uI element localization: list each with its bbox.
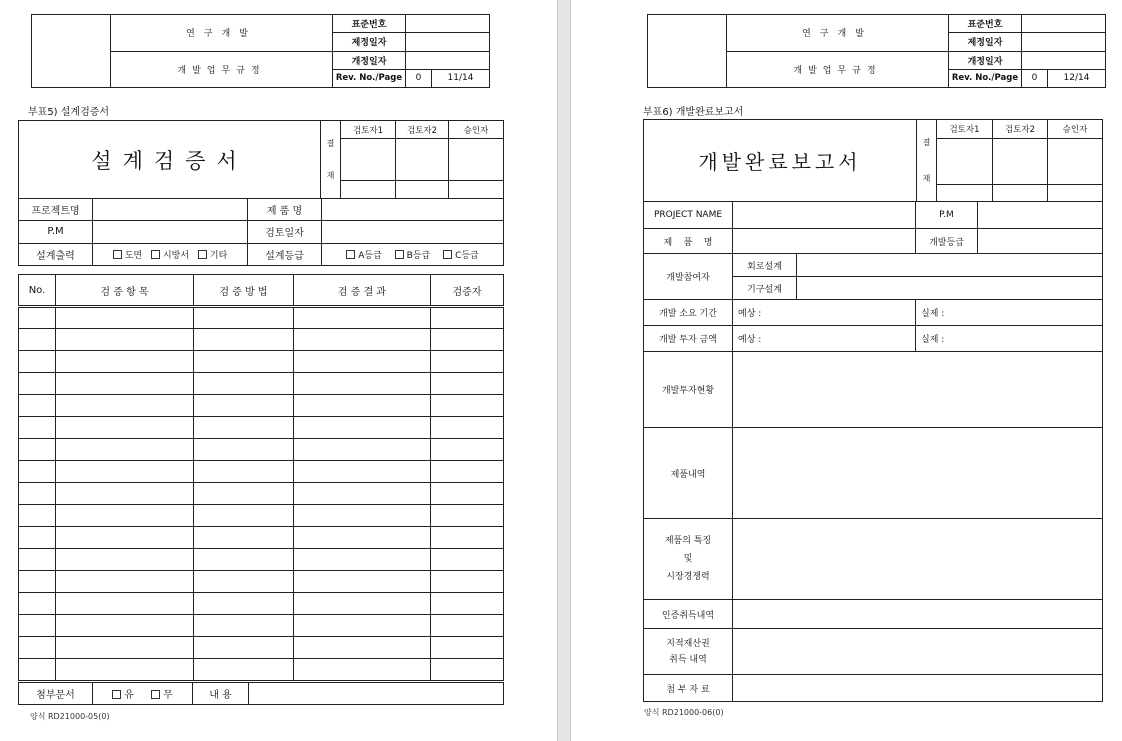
cell-item[interactable] (56, 307, 194, 329)
cell-method[interactable] (194, 395, 294, 417)
table-row (19, 329, 504, 351)
page-left (0, 0, 557, 741)
cell-result[interactable] (294, 659, 431, 681)
ip-label: 지적재산권 취득 내역 (644, 629, 733, 675)
sign-date-3[interactable] (449, 181, 504, 199)
cell-no[interactable] (19, 417, 56, 439)
revise-date-label: 개정일자 (949, 51, 1022, 69)
cell-verifier[interactable] (431, 593, 504, 615)
std-number-value (1022, 15, 1106, 33)
cell-no[interactable] (19, 395, 56, 417)
mech-design-label: 기구설계 (733, 277, 797, 300)
cell-item[interactable] (56, 505, 194, 527)
cell-method[interactable] (194, 637, 294, 659)
page-gutter (557, 0, 571, 741)
role-reviewer2: 검토자2 (396, 121, 449, 139)
cell-item[interactable] (56, 637, 194, 659)
verification-table (18, 274, 504, 681)
table-row (19, 461, 504, 483)
attachments-field[interactable] (733, 675, 1103, 702)
rev-page-label: Rev. No./Page (949, 69, 1022, 87)
info-block (18, 198, 504, 266)
cell-method[interactable] (194, 329, 294, 351)
project-name-field[interactable] (733, 202, 916, 229)
role-reviewer1: 검토자1 (341, 121, 396, 139)
dev-grade-label: 개발등급 (916, 229, 978, 254)
sign-date-1[interactable] (341, 181, 396, 199)
dev-period-actual[interactable]: 실제 : (916, 300, 1103, 326)
page-number: 11/14 (432, 69, 490, 87)
design-grade-label: 설계등급 (248, 243, 322, 265)
dev-cost-label: 개발 투자 금액 (644, 326, 733, 352)
table-row (19, 571, 504, 593)
cell-no[interactable] (19, 637, 56, 659)
cell-verifier[interactable] (431, 307, 504, 329)
cell-result[interactable] (294, 373, 431, 395)
project-name-label: PROJECT NAME (644, 202, 733, 229)
enact-date-label: 제정일자 (949, 33, 1022, 51)
enact-date-value (1022, 33, 1106, 51)
enact-date-value (406, 33, 490, 51)
sign-date-2[interactable] (993, 185, 1048, 202)
project-name-label: 프로젝트명 (19, 199, 93, 221)
table-row (19, 593, 504, 615)
attachments-label: 첨 부 자 료 (644, 675, 733, 702)
cell-verifier[interactable] (431, 329, 504, 351)
header-subtitle: 개발업무규정 (727, 51, 949, 88)
pm-label: P.M (916, 202, 978, 229)
title-approval-block (643, 119, 1103, 202)
cell-no[interactable] (19, 439, 56, 461)
col-method: 검 증 방 법 (194, 275, 294, 307)
cell-item[interactable] (56, 395, 194, 417)
attachment-label: 첨부문서 (19, 683, 93, 705)
dev-grade-field[interactable] (978, 229, 1103, 254)
product-name-field[interactable] (733, 229, 916, 254)
cell-method[interactable] (194, 593, 294, 615)
cell-result[interactable] (294, 593, 431, 615)
cell-result[interactable] (294, 439, 431, 461)
cell-result[interactable] (294, 307, 431, 329)
cell-no[interactable] (19, 505, 56, 527)
sign-date-3[interactable] (1048, 185, 1103, 202)
circuit-design-label: 회로설계 (733, 254, 797, 277)
cell-method[interactable] (194, 549, 294, 571)
dev-cost-expected[interactable]: 예상 : (733, 326, 916, 352)
page-right (571, 0, 1122, 741)
cell-result[interactable] (294, 527, 431, 549)
col-result: 검 증 결 과 (294, 275, 431, 307)
cell-method[interactable] (194, 373, 294, 395)
pm-label: P.M (19, 221, 93, 243)
cell-no[interactable] (19, 659, 56, 681)
cell-item[interactable] (56, 483, 194, 505)
cell-method[interactable] (194, 351, 294, 373)
cell-verifier[interactable] (431, 439, 504, 461)
ip-field[interactable] (733, 629, 1103, 675)
design-grade-options: A등급 B등급 C등급 (322, 243, 504, 265)
cell-result[interactable] (294, 351, 431, 373)
cell-method[interactable] (194, 659, 294, 681)
cell-method[interactable] (194, 527, 294, 549)
sign-box-2[interactable] (396, 139, 449, 181)
circuit-design-field[interactable] (797, 254, 1103, 277)
certification-label: 인증취득내역 (644, 600, 733, 629)
table-row (19, 373, 504, 395)
cell-method[interactable] (194, 439, 294, 461)
std-number-label: 표준번호 (333, 15, 406, 33)
features-label: 제품의 특징 및 시장경쟁력 (644, 519, 733, 600)
investment-label: 개발투자현황 (644, 352, 733, 428)
cell-result[interactable] (294, 395, 431, 417)
investment-field[interactable] (733, 352, 1103, 428)
table-row (19, 505, 504, 527)
checkbox-spec[interactable] (151, 250, 160, 259)
cell-no[interactable] (19, 329, 56, 351)
cell-verifier[interactable] (431, 461, 504, 483)
cell-item[interactable] (56, 659, 194, 681)
cell-method[interactable] (194, 417, 294, 439)
revise-date-value (1022, 51, 1106, 69)
cell-no[interactable] (19, 461, 56, 483)
rev-page-label: Rev. No./Page (333, 69, 406, 87)
checkbox-drawing[interactable] (113, 250, 122, 259)
role-reviewer2: 검토자2 (993, 120, 1048, 139)
checkbox-yes[interactable] (112, 690, 121, 699)
cell-item[interactable] (56, 593, 194, 615)
table-row (19, 615, 504, 637)
cell-no[interactable] (19, 593, 56, 615)
col-verifier: 검증자 (431, 275, 504, 307)
checkbox-grade-b[interactable] (395, 250, 404, 259)
std-number-label: 표준번호 (949, 15, 1022, 33)
table-row (19, 307, 504, 329)
cell-verifier[interactable] (431, 373, 504, 395)
checkbox-other[interactable] (198, 250, 207, 259)
participants-label: 개발참여자 (644, 254, 733, 300)
cell-verifier[interactable] (431, 637, 504, 659)
cell-result[interactable] (294, 549, 431, 571)
dev-cost-actual[interactable]: 실제 : (916, 326, 1103, 352)
dev-period-label: 개발 소요 기간 (644, 300, 733, 326)
design-output-options: 도면 시방서 기타 (93, 243, 248, 265)
sign-box-3[interactable] (449, 139, 504, 181)
product-name-label: 제 품 명 (248, 199, 322, 221)
cell-no[interactable] (19, 615, 56, 637)
title-approval-block (18, 120, 504, 199)
table-row (19, 549, 504, 571)
cell-verifier[interactable] (431, 527, 504, 549)
cell-verifier[interactable] (431, 571, 504, 593)
cell-verifier[interactable] (431, 505, 504, 527)
table-row (19, 395, 504, 417)
review-date-field[interactable] (322, 221, 504, 243)
cell-item[interactable] (56, 549, 194, 571)
sign-date-1[interactable] (937, 185, 993, 202)
cell-no[interactable] (19, 351, 56, 373)
cell-verifier[interactable] (431, 351, 504, 373)
approval-side-label: 결 재 (917, 120, 937, 202)
rev-no: 0 (1022, 69, 1048, 87)
table-row (19, 439, 504, 461)
form-code: 양식 RD21000-06(0) (644, 708, 724, 717)
certification-field[interactable] (733, 600, 1103, 629)
header-subtitle: 개발업무규정 (111, 51, 333, 88)
cell-method[interactable] (194, 571, 294, 593)
cell-result[interactable] (294, 461, 431, 483)
role-approver: 승인자 (449, 121, 504, 139)
cell-result[interactable] (294, 615, 431, 637)
cell-item[interactable] (56, 527, 194, 549)
cell-item[interactable] (56, 351, 194, 373)
pm-field[interactable] (93, 221, 248, 243)
table-row (19, 659, 504, 681)
cell-verifier[interactable] (431, 417, 504, 439)
header-title: 연구개발 (111, 15, 333, 52)
form-label: 부표5) 설계검증서 (28, 107, 110, 118)
cell-method[interactable] (194, 307, 294, 329)
revise-date-label: 개정일자 (333, 51, 406, 69)
role-reviewer1: 검토자1 (937, 120, 993, 139)
design-output-label: 설계출력 (19, 243, 93, 265)
cell-method[interactable] (194, 483, 294, 505)
form-code: 양식 RD21000-05(0) (30, 712, 110, 721)
sign-date-2[interactable] (396, 181, 449, 199)
revise-date-value (406, 51, 490, 69)
product-desc-label: 제품내역 (644, 428, 733, 519)
cell-no[interactable] (19, 373, 56, 395)
cell-method[interactable] (194, 615, 294, 637)
checkbox-grade-a[interactable] (346, 250, 355, 259)
cell-no[interactable] (19, 549, 56, 571)
product-name-field[interactable] (322, 199, 504, 221)
header-block-right (647, 14, 1106, 88)
col-no: No. (19, 275, 56, 307)
approval-side-label: 결 재 (321, 121, 341, 199)
sign-box-3[interactable] (1048, 139, 1103, 185)
cell-method[interactable] (194, 461, 294, 483)
std-number-value (406, 15, 490, 33)
attachment-block (18, 682, 504, 705)
cell-item[interactable] (56, 373, 194, 395)
form-label: 부표6) 개발완료보고서 (643, 107, 744, 118)
attachment-options: 유 무 (93, 683, 193, 705)
cell-result[interactable] (294, 637, 431, 659)
col-item: 검 증 항 목 (56, 275, 194, 307)
table-row (19, 483, 504, 505)
cell-verifier[interactable] (431, 615, 504, 637)
cell-result[interactable] (294, 417, 431, 439)
review-date-label: 검토일자 (248, 221, 322, 243)
project-name-field[interactable] (93, 199, 248, 221)
cell-item[interactable] (56, 417, 194, 439)
report-body (643, 201, 1103, 702)
product-desc-field[interactable] (733, 428, 1103, 519)
logo-cell (648, 15, 727, 88)
cell-verifier[interactable] (431, 483, 504, 505)
doc-title: 개발완료보고서 (644, 120, 917, 202)
cell-item[interactable] (56, 461, 194, 483)
cell-item[interactable] (56, 571, 194, 593)
table-row (19, 417, 504, 439)
sign-box-1[interactable] (937, 139, 993, 185)
content-label: 내 용 (193, 683, 249, 705)
rev-no: 0 (406, 69, 432, 87)
table-row (19, 527, 504, 549)
pm-field[interactable] (978, 202, 1103, 229)
verification-rows (19, 307, 504, 681)
cell-result[interactable] (294, 329, 431, 351)
cell-verifier[interactable] (431, 659, 504, 681)
cell-no[interactable] (19, 527, 56, 549)
cell-no[interactable] (19, 307, 56, 329)
dev-period-expected[interactable]: 예상 : (733, 300, 916, 326)
sign-box-2[interactable] (993, 139, 1048, 185)
cell-verifier[interactable] (431, 549, 504, 571)
cell-method[interactable] (194, 505, 294, 527)
cell-result[interactable] (294, 571, 431, 593)
page-number: 12/14 (1048, 69, 1106, 87)
enact-date-label: 제정일자 (333, 33, 406, 51)
checkbox-no[interactable] (151, 690, 160, 699)
role-approver: 승인자 (1048, 120, 1103, 139)
cell-item[interactable] (56, 615, 194, 637)
product-name-label: 제 품 명 (644, 229, 733, 254)
cell-no[interactable] (19, 483, 56, 505)
cell-no[interactable] (19, 571, 56, 593)
cell-item[interactable] (56, 329, 194, 351)
header-title: 연구개발 (727, 15, 949, 52)
content-field[interactable] (249, 683, 504, 705)
logo-cell (32, 15, 111, 88)
cell-verifier[interactable] (431, 395, 504, 417)
cell-item[interactable] (56, 439, 194, 461)
cell-result[interactable] (294, 483, 431, 505)
table-row (19, 637, 504, 659)
mech-design-field[interactable] (797, 277, 1103, 300)
cell-result[interactable] (294, 505, 431, 527)
table-row (19, 351, 504, 373)
doc-title: 설계검증서 (19, 121, 321, 199)
checkbox-grade-c[interactable] (443, 250, 452, 259)
header-block (31, 14, 490, 88)
sign-box-1[interactable] (341, 139, 396, 181)
features-field[interactable] (733, 519, 1103, 600)
